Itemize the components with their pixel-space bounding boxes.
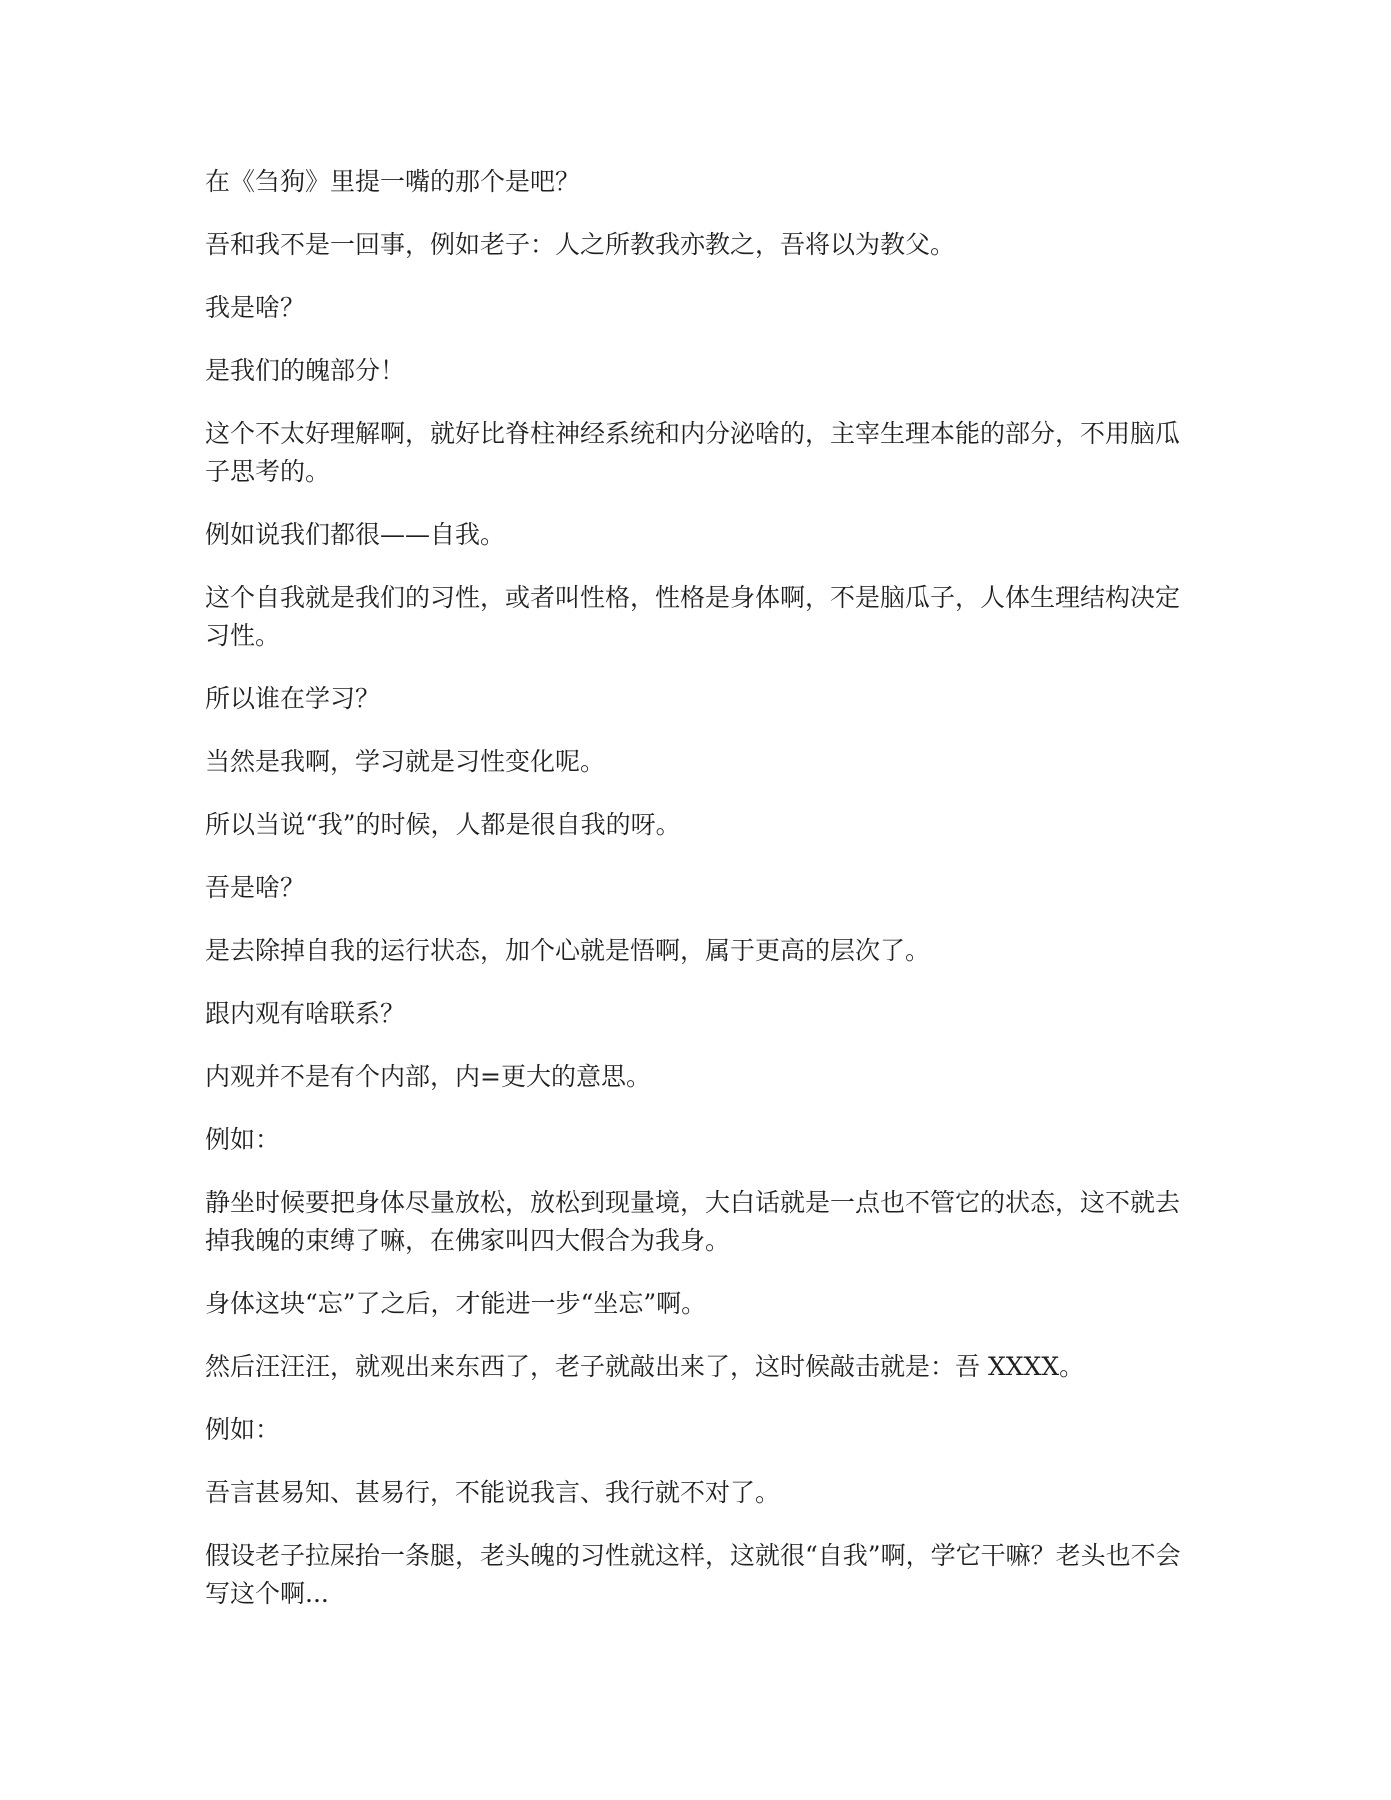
paragraph: 静坐时候要把身体尽量放松，放松到现量境，大白话就是一点也不管它的状态，这不就去掉我魄的束缚了嘛，在佛家叫四大假合为我身。 [205, 1188, 1181, 1255]
document-page [205, 163, 1190, 1638]
paragraph: 假设老子拉屎抬一条腿，老头魄的习性就这样，这就很“自我”啊，学它干嘛？老头也不会写这个啊... [205, 1541, 1181, 1608]
paragraph: 我是啥？ [205, 293, 306, 322]
paragraph: 所以谁在学习？ [205, 684, 381, 713]
paragraph: 内观并不是有个内部，内=更大的意思。 [205, 1062, 651, 1091]
paragraph: 吾言甚易知、甚易行，不能说我言、我行就不对了。 [205, 1478, 781, 1507]
paragraph: 所以当说“我”的时候，人都是很自我的呀。 [205, 810, 681, 839]
paragraph: 例如说我们都很——自我。 [205, 520, 506, 549]
paragraph: 是去除掉自我的运行状态，加个心就是悟啊，属于更高的层次了。 [205, 936, 931, 965]
paragraph: 当然是我啊，学习就是习性变化呢。 [205, 747, 606, 776]
paragraph: 跟内观有啥联系？ [205, 999, 406, 1028]
paragraph: 吾是啥？ [205, 873, 306, 902]
paragraph: 是我们的魄部分！ [205, 356, 406, 385]
paragraph: 这个自我就是我们的习性，或者叫性格，性格是身体啊，不是脑瓜子，人体生理结构决定习性。 [205, 583, 1181, 650]
paragraph: 然后汪汪汪，就观出来东西了，老子就敲出来了，这时候敲击就是：吾 XXXX。 [205, 1352, 1085, 1381]
paragraph: 身体这块“忘”了之后，才能进一步“坐忘”啊。 [205, 1289, 707, 1318]
paragraph: 吾和我不是一回事，例如老子：人之所教我亦教之，吾将以为教父。 [205, 230, 956, 259]
paragraph: 在《刍狗》里提一嘴的那个是吧？ [205, 167, 581, 196]
paragraph: 这个不太好理解啊，就好比脊柱神经系统和内分泌啥的，主宰生理本能的部分，不用脑瓜子思考的。 [205, 419, 1181, 486]
paragraph: 例如： [205, 1125, 281, 1154]
paragraph: 例如： [205, 1415, 281, 1444]
